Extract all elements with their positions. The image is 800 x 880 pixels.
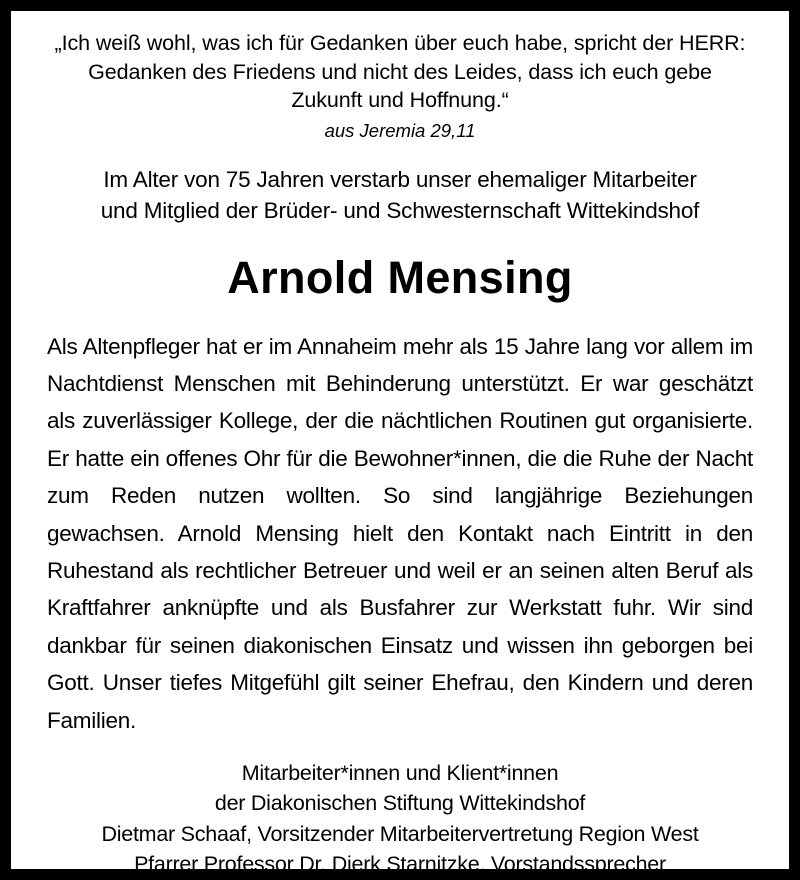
quote-line-3: Zukunft und Hoffnung.“ bbox=[291, 88, 509, 112]
announcement-block bbox=[36, 164, 764, 226]
quote-source: aus Jeremia 29,11 bbox=[324, 119, 476, 141]
announcement-line-1: Im Alter von 75 Jahren verstarb unser ehemaliger Mitarbeiter bbox=[103, 166, 697, 192]
notice-paper bbox=[11, 11, 789, 877]
deceased-name: Arnold Mensing bbox=[227, 251, 573, 303]
signatories-block bbox=[36, 758, 764, 880]
signatory-line-3: Dietmar Schaaf, Vorsitzender Mitarbeitervertretung Region West bbox=[101, 821, 699, 846]
scripture-quote bbox=[36, 29, 764, 144]
signatory-line-1: Mitarbeiter*innen und Klient*innen bbox=[241, 760, 559, 785]
signatory-line-4: Pfarrer Professor Dr. Dierk Starnitzke, Vorstandssprecher bbox=[134, 852, 666, 877]
signatory-line-2: der Diakonischen Stiftung Wittekindshof bbox=[214, 791, 586, 816]
deceased-name-block bbox=[36, 252, 764, 304]
quote-line-1: „Ich weiß wohl, was ich für Gedanken über euch habe, spricht der HERR: bbox=[54, 31, 746, 55]
quote-line-2: Gedanken des Friedens und nicht des Leides, dass ich euch gebe bbox=[88, 59, 712, 84]
eulogy-text: Als Altenpfleger hat er im Annaheim mehr als 15 Jahre lang vor allem im Nachtdienst Menschen mit Behinderung unterstützt. Er war geschätzt als zuverlässiger Kollege, der die nächtlichen Routinen gut organisierte. Er hatte ein offenes Ohr für die Bewohner*innen, die die Ruhe der Nacht zum Reden nutzen wollten. So sind langjährige Beziehungen gewachsen. Arnold Mensing hielt den Kontakt nach Eintritt in den Ruhestand als rechtlicher Betreuer und weil er an seinen alten Beruf als Kraftfahrer anknüpfte und als Busfahrer zur Werkstatt fuhr. Wir sind dankbar für seinen diakonischen Einsatz und wissen ihn geborgen bei Gott. Unser tiefes Mitgefühl gilt seiner Ehefrau, den Kindern und deren Familien. bbox=[47, 333, 753, 733]
announcement-line-2: und Mitglied der Brüder- und Schwesternschaft Wittekindshof bbox=[100, 197, 700, 223]
